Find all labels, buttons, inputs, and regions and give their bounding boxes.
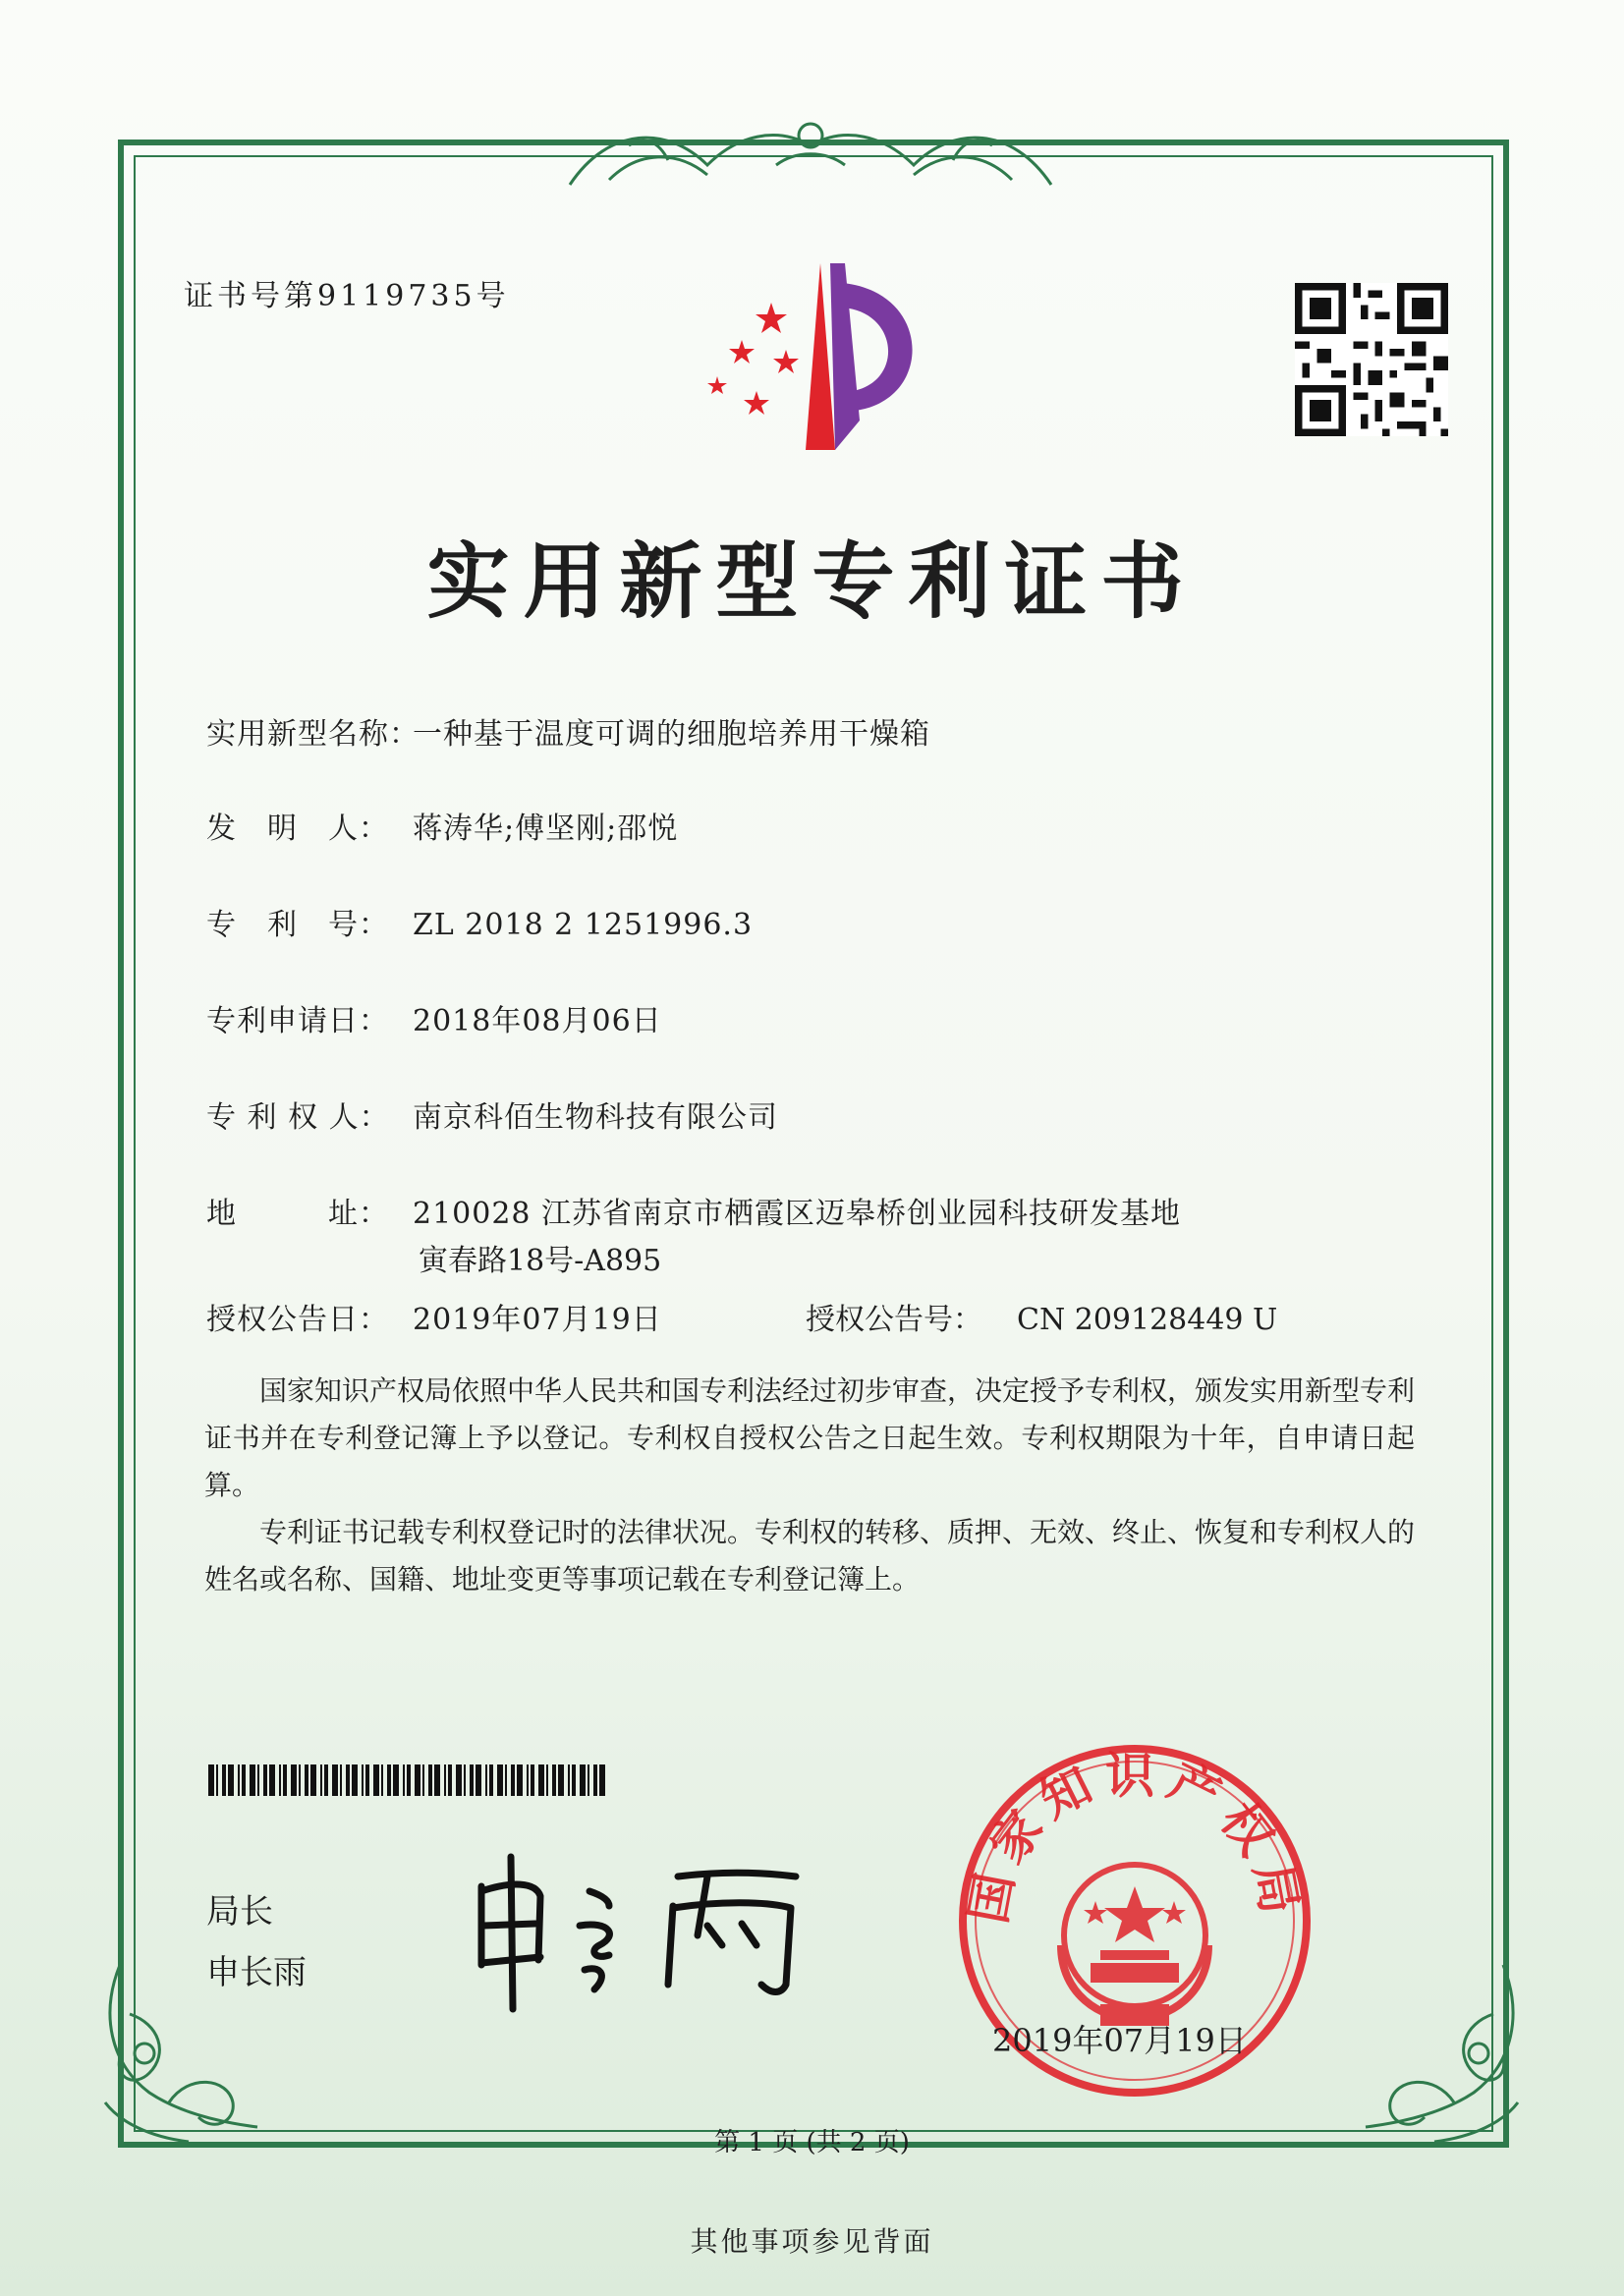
- director-title: 局长: [206, 1892, 273, 1932]
- qr-code-icon: [1295, 283, 1448, 436]
- grant-date-label: 授权公告日：: [206, 1303, 389, 1337]
- patentee-row: [206, 1092, 778, 1136]
- grant-number-row: [806, 1295, 1277, 1338]
- name-row: [206, 709, 930, 753]
- certificate-title: 实用新型专利证书: [426, 533, 1198, 630]
- inventor-label: 发 明 人：: [206, 812, 389, 846]
- address-value: 210028 江苏省南京市栖霞区迈皋桥创业园科技研发基地: [413, 1197, 1182, 1231]
- grant-number-label: 授权公告号：: [806, 1303, 982, 1337]
- address-label: 地 址：: [206, 1197, 389, 1231]
- patent-number-value: ZL 2018 2 1251996.3: [413, 908, 754, 942]
- grant-date-value: 2019年07月19日: [413, 1303, 662, 1337]
- name-value: 一种基于温度可调的细胞培养用干燥箱: [413, 717, 930, 752]
- grant-number-value: CN 209128449 U: [1017, 1303, 1278, 1337]
- barcode-icon: [208, 1764, 613, 1796]
- inventor-row: [206, 804, 678, 847]
- paragraph-legal-status: 专利证书记载专利权登记时的法律状况。专利权的转移、质押、无效、终止、恢复和专利权人的姓名或名称、国籍、地址变更等事项记载在专利登记簿上。: [204, 1516, 1416, 1596]
- patentee-label: 专 利 权 人：: [206, 1100, 390, 1135]
- seal-text: 国家知识产权局: [959, 1747, 1311, 1929]
- address-value-line2: 寅春路18号-A895: [419, 1244, 662, 1278]
- seal-date: 2019年07月19日: [992, 2022, 1247, 2059]
- director-name: 申长雨: [206, 1953, 307, 1992]
- patent-number-label: 专 利 号：: [206, 908, 389, 942]
- paragraph-grant: 国家知识产权局依照中华人民共和国专利法经过初步审查，决定授予专利权，颁发实用新型专利证书并在专利登记簿上予以登记。专利权自授权公告之日起生效。专利权期限为十年，自申请日起算。: [204, 1374, 1416, 1501]
- patent-number-row: [206, 900, 753, 943]
- patentee-value: 南京科佰生物科技有限公司: [413, 1100, 778, 1135]
- filing-date-label: 专利申请日：: [206, 1004, 389, 1038]
- filing-date-row: [206, 996, 662, 1039]
- filing-date-value: 2018年08月06日: [413, 1004, 662, 1038]
- grant-date-row: [206, 1295, 662, 1338]
- inventor-value: 蒋涛华;傅坚刚;邵悦: [413, 812, 679, 846]
- footer-note: 其他事项参见背面: [690, 2225, 934, 2258]
- patent-logo-icon: [688, 263, 943, 460]
- certificate-number: 证书号第9119735号: [184, 279, 510, 313]
- page-number: 第 1 页 (共 2 页): [714, 2128, 910, 2157]
- address-row: [206, 1189, 1181, 1232]
- top-ornament-icon: [550, 106, 1071, 195]
- signature-icon: [462, 1847, 815, 2014]
- name-label: 实用新型名称：: [206, 717, 420, 752]
